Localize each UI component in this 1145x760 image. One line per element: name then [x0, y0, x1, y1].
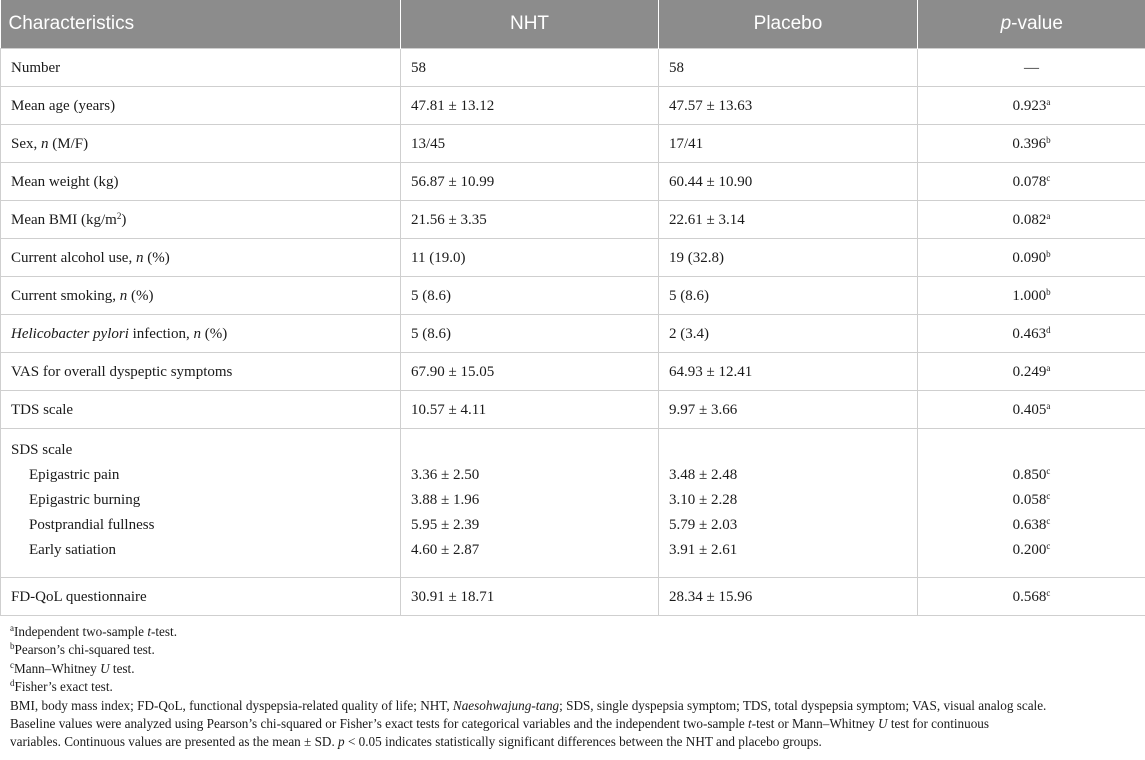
sds-labels: [1, 429, 401, 578]
footnote-analysis-line-1: Baseline values were analyzed using Pearson’s chi-squared or Fisher’s exact tests for categorical variables and the independent two-sample t-test or Mann–Whitney U test for continuous: [10, 716, 990, 732]
table-row: [1, 163, 1145, 201]
row-label: VAS for overall dyspeptic symptoms: [1, 353, 401, 391]
p-value: —: [918, 49, 1145, 87]
nht-value: 3.88 ± 1.96: [411, 492, 480, 508]
row-label: Current smoking, n (%): [1, 277, 401, 315]
placebo-value: 47.57 ± 13.63: [659, 87, 918, 125]
row-label: Helicobacter pylori infection, n (%): [1, 315, 401, 353]
header-row: [1, 0, 1145, 49]
row-label: Number: [1, 49, 401, 87]
sds-nht-values: [401, 429, 659, 578]
footnote-analysis-line-2: variables. Continuous values are presented as the mean ± SD. p < 0.05 indicates statistically significant differences between the NHT and placebo groups.: [10, 734, 822, 750]
row-label: FD-QoL questionnaire: [1, 578, 401, 616]
footnote-b: $^b$Pearson’s chi-squared test.: [10, 641, 155, 658]
placebo-value: 58: [659, 49, 918, 87]
table-row-sds: [1, 429, 1145, 578]
nht-value: 30.91 ± 18.71: [401, 578, 659, 616]
p-value: 0.249$^a$: [918, 353, 1145, 391]
nht-value: 3.36 ± 2.50: [411, 467, 480, 483]
placebo-value: 9.97 ± 3.66: [659, 391, 918, 429]
nht-value: 5.95 ± 2.39: [411, 517, 480, 533]
p-value: 0.078$^c$: [918, 163, 1145, 201]
p-value: 0.090$^b$: [918, 239, 1145, 277]
row-label: Mean weight (kg): [1, 163, 401, 201]
placebo-value: 5.79 ± 2.03: [669, 517, 738, 533]
table-row: [1, 578, 1145, 616]
row-label: Sex, n (M/F): [1, 125, 401, 163]
sds-heading: SDS scale: [11, 442, 73, 458]
sds-item-label: Postprandial fullness: [29, 517, 155, 533]
footnote-a: $^a$Independent two-sample t-test.: [10, 623, 177, 639]
placebo-value: 28.34 ± 15.96: [659, 578, 918, 616]
placebo-value: 17/41: [659, 125, 918, 163]
col-header-nht: NHT: [401, 0, 659, 49]
p-value: 0.463$^d$: [918, 315, 1145, 353]
placebo-value: 19 (32.8): [659, 239, 918, 277]
table-row: [1, 239, 1145, 277]
sds-item-label: Epigastric pain: [29, 467, 120, 483]
p-value: 0.923$^a$: [918, 87, 1145, 125]
footnote-c: $^c$Mann–Whitney U test.: [10, 659, 135, 676]
p-value: 0.200$^c$: [1012, 541, 1051, 558]
p-value: 0.405$^a$: [918, 391, 1145, 429]
placebo-value: 2 (3.4): [659, 315, 918, 353]
table-footnotes: [10, 623, 1140, 752]
sds-item-label: Early satiation: [29, 542, 117, 558]
footnote-d: $^d$Fisher’s exact test.: [10, 678, 113, 695]
placebo-value: 3.91 ± 2.61: [669, 542, 738, 558]
col-header-p-value: p-value: [918, 0, 1145, 49]
row-label: TDS scale: [1, 391, 401, 429]
table-row: [1, 125, 1145, 163]
placebo-value: 3.10 ± 2.28: [669, 492, 738, 508]
footnote-abbreviations: BMI, body mass index; FD-QoL, functional dyspepsia-related quality of life; NHT, Naesohwajung-tang; SDS, single dyspepsia symptom; TDS, total dyspepsia symptom; VAS, visual analog scale.: [10, 697, 1047, 713]
table-row: [1, 315, 1145, 353]
p-value: 1.000$^b$: [918, 277, 1145, 315]
p-value: 0.568$^c$: [918, 578, 1145, 616]
nht-value: 21.56 ± 3.35: [401, 201, 659, 239]
nht-value: 58: [401, 49, 659, 87]
table-row: [1, 49, 1145, 87]
nht-value: 67.90 ± 15.05: [401, 353, 659, 391]
table-row: [1, 353, 1145, 391]
placebo-value: 22.61 ± 3.14: [659, 201, 918, 239]
table-row: [1, 201, 1145, 239]
row-label: Mean age (years): [1, 87, 401, 125]
nht-value: 5 (8.6): [401, 315, 659, 353]
table-row: [1, 277, 1145, 315]
sds-placebo-values: [659, 429, 918, 578]
table-row: [1, 391, 1145, 429]
p-value: 0.638$^c$: [1012, 516, 1051, 533]
p-value: 0.082$^a$: [918, 201, 1145, 239]
table-row: [1, 87, 1145, 125]
placebo-value: 60.44 ± 10.90: [659, 163, 918, 201]
nht-value: 56.87 ± 10.99: [401, 163, 659, 201]
sds-p-values: [918, 429, 1145, 578]
nht-value: 47.81 ± 13.12: [401, 87, 659, 125]
col-header-characteristics: Characteristics: [1, 0, 401, 49]
p-value: 0.058$^c$: [1012, 491, 1051, 508]
nht-value: 5 (8.6): [401, 277, 659, 315]
placebo-value: 64.93 ± 12.41: [659, 353, 918, 391]
nht-value: 13/45: [401, 125, 659, 163]
nht-value: 10.57 ± 4.11: [401, 391, 659, 429]
placebo-value: 5 (8.6): [659, 277, 918, 315]
col-header-placebo: Placebo: [659, 0, 918, 49]
p-value: 0.396$^b$: [918, 125, 1145, 163]
nht-value: 11 (19.0): [401, 239, 659, 277]
row-label: Mean BMI $(kg/m^2)$: [1, 201, 401, 239]
nht-value: 4.60 ± 2.87: [411, 542, 480, 558]
row-label: Current alcohol use, n (%): [1, 239, 401, 277]
placebo-value: 3.48 ± 2.48: [669, 467, 738, 483]
p-value: 0.850$^c$: [1012, 466, 1051, 483]
sds-item-label: Epigastric burning: [29, 492, 141, 508]
